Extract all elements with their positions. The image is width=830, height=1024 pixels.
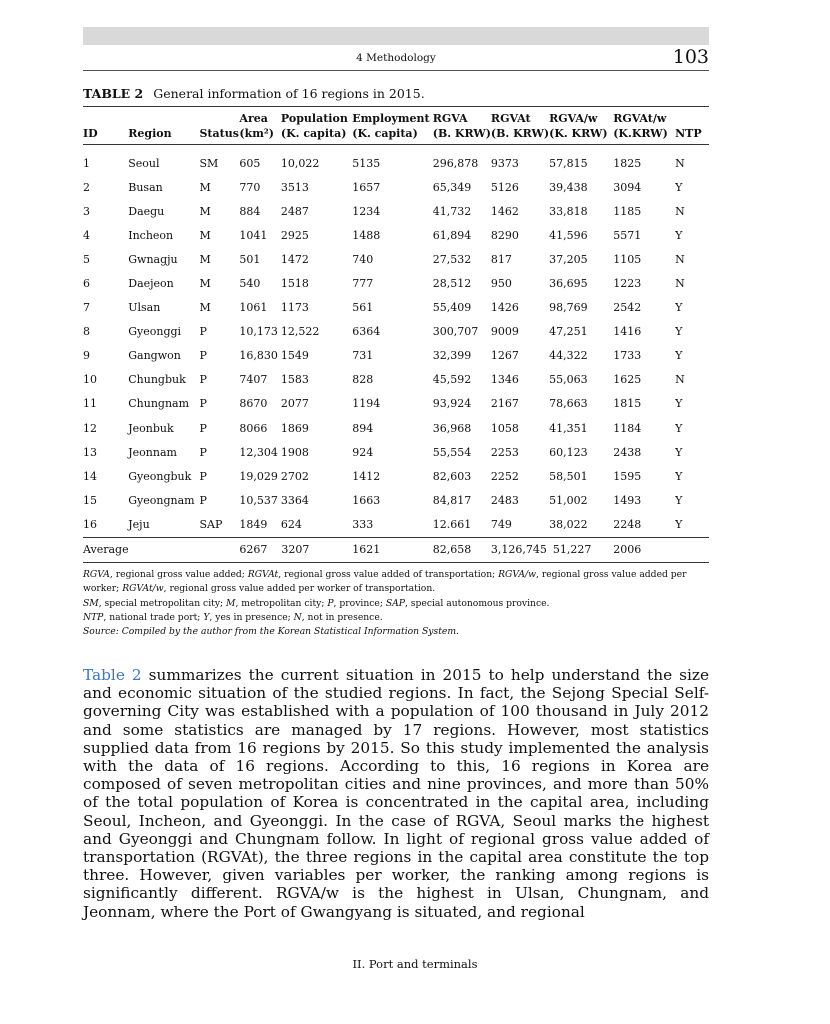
table-cell: M xyxy=(199,277,211,291)
table-cell: 1625 xyxy=(613,373,642,387)
table-cell: 1493 xyxy=(613,493,642,507)
table-cell: N xyxy=(675,156,685,170)
table-cell: 57,815 xyxy=(549,156,588,170)
table-cell: 1234 xyxy=(352,204,381,218)
table-cell: Y xyxy=(675,469,683,483)
table-cell: 12 xyxy=(83,421,97,435)
note-abbreviations-1: RGVA, regional gross value added; RGVAt, regional gross value added of transportation; RGVA/w, regional gross value added per worker; RGVAt/w, regional gross value added per worker of transportation. xyxy=(83,569,687,595)
table-cell: 2702 xyxy=(280,469,309,483)
table-cell: Daejeon xyxy=(128,277,174,291)
table-cell: 2167 xyxy=(490,397,519,411)
table-cell: 1815 xyxy=(613,397,642,411)
average-cell: 6267 3207 xyxy=(239,537,352,562)
average-row xyxy=(83,537,709,562)
table-cell: 2253 xyxy=(490,445,519,459)
table-cell: 47,251 xyxy=(549,325,588,339)
table-cell: 1869 xyxy=(280,421,309,435)
table-cell: Ulsan xyxy=(128,301,161,315)
table-cell: Seoul xyxy=(128,156,160,170)
table-cell: 1058 xyxy=(490,421,519,435)
table-row xyxy=(83,271,709,295)
table-cell: 10 xyxy=(83,373,97,387)
table-cell: 3513 xyxy=(280,180,309,194)
table-cell: 8670 xyxy=(239,397,268,411)
body-text: summarizes the current situation in 2015 to help understand the size and economic situation of the studied regions. In fact, the Sejong Special Self-governing City was established with a population of 100 thousand in July 2012 and some statistics are managed by 17 regions. However, most statistics supplied data from 16 regions by 2015. So this study implemented the analysis with the data of 16 regions. According to this, 16 regions in Korea are composed of seven metropolitan cities and nine provinces, and more than 50% of the total population of Korea is concentrated in the capital area, including Seoul, Incheon, and Gyeonggi. In the case of RGVA, Seoul marks the highest and Gyeonggi and Chungnam follow. In light of regional gross value added of transportation (RGVAt), the three regions in the capital area constitute the top three. However, given variables per worker, the ranking among regions is significantly different. RGVA/w is the highest in Ulsan, Chungnam, and Jeonnam, where the Port of Gwangyang is situated, and regional xyxy=(83,666,709,921)
table-cell: 8290 xyxy=(490,228,519,242)
header-bar xyxy=(83,27,709,45)
table-cell: P xyxy=(199,397,207,411)
table-cell: 5 xyxy=(83,252,90,266)
table-cell: 14 xyxy=(83,469,97,483)
table-row xyxy=(83,320,709,344)
table-cell: Daegu xyxy=(128,204,165,218)
table-cell: 731 xyxy=(352,349,374,363)
table-cell: M xyxy=(199,228,211,242)
table-cell: 1595 xyxy=(613,469,642,483)
header-population: Population (K. capita) xyxy=(280,112,348,140)
table-cell: 8 xyxy=(83,325,90,339)
table-cell: 6364 xyxy=(352,325,381,339)
table-cell: 770 xyxy=(239,180,261,194)
table-cell: 1194 xyxy=(352,397,381,411)
header-rgvat: RGVAt (B. KRW) xyxy=(490,112,550,140)
average-cell: 3,126,745 51,227 xyxy=(491,537,613,562)
table-cell: Y xyxy=(675,445,683,459)
table-cell: SM xyxy=(199,156,219,170)
table-cell: SAP xyxy=(199,517,223,531)
table-cell: N xyxy=(675,277,685,291)
table-cell: Y xyxy=(675,421,683,435)
table-cell: 9 xyxy=(83,349,90,363)
table-cell: Incheon xyxy=(128,228,174,242)
table-cell: P xyxy=(199,493,207,507)
table-cell: P xyxy=(199,349,207,363)
table-cell: 60,123 xyxy=(549,445,588,459)
table-cell: 2438 xyxy=(613,445,642,459)
table-cell: 82,603 xyxy=(432,469,472,483)
table-cell: 39,438 xyxy=(549,180,588,194)
table-cell: Y xyxy=(675,180,683,194)
table-row xyxy=(83,368,709,392)
table-cell: 32,399 xyxy=(432,349,472,363)
table-cell: 950 xyxy=(490,277,512,291)
header-employment: Employment (K. capita) xyxy=(352,112,430,140)
table-cell: Y xyxy=(675,228,683,242)
header-area: Area (km²) xyxy=(239,112,274,140)
table-cell: 1267 xyxy=(490,349,519,363)
table-cell: 1518 xyxy=(280,277,309,291)
table-cell: Gyeonggi xyxy=(128,325,182,339)
table-row xyxy=(83,296,709,320)
table-cell: 8066 xyxy=(239,421,268,435)
table-cell: 12,522 xyxy=(280,325,320,339)
table-cell: 2487 xyxy=(280,204,309,218)
average-cell: 82,658 xyxy=(433,537,491,562)
table-cell: 9009 xyxy=(490,325,519,339)
running-header xyxy=(83,48,709,71)
table-cell: 1412 xyxy=(352,469,381,483)
table-cell: 10,537 xyxy=(239,493,278,507)
table-cell: 3364 xyxy=(280,493,309,507)
average-label: Average xyxy=(83,537,239,562)
table-cell: 2925 xyxy=(280,228,309,242)
header-ntp: NTP xyxy=(675,127,702,140)
table-row xyxy=(83,392,709,416)
table-cell: 1105 xyxy=(613,252,642,266)
table-cell: Gangwon xyxy=(128,349,181,363)
average-cell: 2006 xyxy=(613,537,675,562)
table-cell: 2252 xyxy=(490,469,519,483)
table-cell: Y xyxy=(675,517,683,531)
header-rgva: RGVA (B. KRW) xyxy=(432,112,491,140)
table-cell: 16,830 xyxy=(239,349,278,363)
table-cell: 4 xyxy=(83,228,90,242)
table-row xyxy=(83,199,709,223)
table-cell: 828 xyxy=(352,373,374,387)
table-cell: 58,501 xyxy=(549,469,588,483)
table-cell: M xyxy=(199,204,211,218)
table-cell: P xyxy=(199,421,207,435)
table-cell: Jeonnam xyxy=(128,445,177,459)
table-cell: 1849 xyxy=(239,517,268,531)
table-cell: Gyeongbuk xyxy=(128,469,192,483)
table-cell: 2542 xyxy=(613,301,642,315)
table-cell: M xyxy=(199,301,211,315)
table-cell: 1346 xyxy=(490,373,519,387)
table-cell: P xyxy=(199,445,207,459)
table-cell: N xyxy=(675,252,685,266)
table-cell: 37,205 xyxy=(549,252,588,266)
header-region: Region xyxy=(128,127,172,140)
table-cell: N xyxy=(675,204,685,218)
table-caption-text: General information of 16 regions in 2015. xyxy=(153,86,425,101)
table-cell: 749 xyxy=(490,517,512,531)
table-label: TABLE 2 xyxy=(83,86,144,101)
table-cell: 1663 xyxy=(352,493,381,507)
regions-table xyxy=(83,106,709,563)
table-cell: 36,695 xyxy=(549,277,588,291)
table-reference-link[interactable]: Table 2 xyxy=(83,666,142,684)
table-cell: 41,351 xyxy=(549,421,588,435)
table-cell: 11 xyxy=(83,397,97,411)
note-abbreviations-2: SM, special metropolitan city; M, metropolitan city; P, province; SAP, special autonomous province. xyxy=(83,597,550,609)
table-cell: 1549 xyxy=(280,349,309,363)
table-cell: 27,532 xyxy=(432,252,472,266)
table-cell: 93,924 xyxy=(432,397,472,411)
table-cell: 1908 xyxy=(280,445,309,459)
table-cell: 333 xyxy=(352,517,374,531)
table-cell: Chungbuk xyxy=(128,373,186,387)
page-footer: II. Port and terminals xyxy=(352,957,478,971)
table-cell: 55,554 xyxy=(432,445,472,459)
table-cell: 2483 xyxy=(490,493,519,507)
table-cell: 1472 xyxy=(280,252,309,266)
table-cell: M xyxy=(199,252,211,266)
table-row xyxy=(83,512,709,537)
table-cell: 561 xyxy=(352,301,374,315)
table-cell: Busan xyxy=(128,180,163,194)
table-cell: 924 xyxy=(352,445,374,459)
header-id: ID xyxy=(83,127,98,140)
table-cell: 16 xyxy=(83,517,97,531)
table-cell: N xyxy=(675,373,685,387)
table-cell: 15 xyxy=(83,493,97,507)
table-cell: 1825 xyxy=(613,156,642,170)
table-cell: 55,063 xyxy=(549,373,588,387)
table-cell: Gwnagju xyxy=(128,252,178,266)
table-cell: 5126 xyxy=(490,180,519,194)
table-cell: 2248 xyxy=(613,517,642,531)
table-cell: 1583 xyxy=(280,373,309,387)
table-cell: 51,002 xyxy=(549,493,588,507)
table-cell: 1657 xyxy=(352,180,381,194)
table-cell: 1426 xyxy=(490,301,519,315)
table-row xyxy=(83,464,709,488)
table-row xyxy=(83,344,709,368)
table-cell: 41,596 xyxy=(549,228,588,242)
header-rgvaw: RGVA/w (K. KRW) xyxy=(549,112,608,140)
average-cell: 1621 xyxy=(352,537,433,562)
table-cell: 605 xyxy=(239,156,261,170)
table-cell: 817 xyxy=(490,252,512,266)
table-cell: 78,663 xyxy=(549,397,588,411)
table-row xyxy=(83,488,709,512)
table-cell: 1 xyxy=(83,156,90,170)
table-cell: Gyeongnam xyxy=(128,493,195,507)
table-cell: 1185 xyxy=(613,204,642,218)
header-status: Status xyxy=(199,127,239,140)
table-row xyxy=(83,145,709,176)
table-cell: 10,022 xyxy=(280,156,320,170)
table-cell: 1733 xyxy=(613,349,642,363)
table-cell: 19,029 xyxy=(239,469,278,483)
header-rgvatw: RGVAt/w (K.KRW) xyxy=(613,112,668,140)
table-cell: 9373 xyxy=(490,156,519,170)
table-cell: Y xyxy=(675,325,683,339)
table-cell: 777 xyxy=(352,277,374,291)
table-cell: 3094 xyxy=(613,180,642,194)
table-cell: 98,769 xyxy=(549,301,588,315)
table-cell: 2077 xyxy=(280,397,309,411)
table-cell: P xyxy=(199,373,207,387)
table-cell: Y xyxy=(675,349,683,363)
table-cell: Jeju xyxy=(128,517,150,531)
table-cell: 624 xyxy=(280,517,302,531)
table-cell: 1223 xyxy=(613,277,642,291)
table-row xyxy=(83,247,709,271)
table-cell: 12.661 xyxy=(432,517,472,531)
table-cell: 45,592 xyxy=(432,373,472,387)
table-cell: 1184 xyxy=(613,421,642,435)
table-cell: 296,878 xyxy=(432,156,479,170)
table-cell: 7 xyxy=(83,301,90,315)
table-cell: 501 xyxy=(239,252,261,266)
table-header-row xyxy=(83,107,709,145)
table-cell: Jeonbuk xyxy=(128,421,174,435)
table-cell: 7407 xyxy=(239,373,268,387)
table-cell: 5571 xyxy=(613,228,642,242)
page-number: 103 xyxy=(672,46,709,68)
table-cell: Chungnam xyxy=(128,397,190,411)
table-row xyxy=(83,416,709,440)
table-row xyxy=(83,440,709,464)
table-cell: Y xyxy=(675,301,683,315)
table-row xyxy=(83,223,709,247)
table-cell: 2 xyxy=(83,180,90,194)
table-cell: 33,818 xyxy=(549,204,588,218)
table-cell: P xyxy=(199,325,207,339)
table-cell: 894 xyxy=(352,421,374,435)
table-cell: 300,707 xyxy=(432,325,479,339)
table-cell: 13 xyxy=(83,445,97,459)
table-cell: 740 xyxy=(352,252,374,266)
section-title: 4 Methodology xyxy=(356,52,436,64)
table-cell: 12,304 xyxy=(239,445,278,459)
table-cell: 1041 xyxy=(239,228,268,242)
table-cell: 38,022 xyxy=(549,517,588,531)
table-caption xyxy=(83,86,425,101)
table-cell: Y xyxy=(675,493,683,507)
table-cell: 1173 xyxy=(280,301,309,315)
table-cell: M xyxy=(199,180,211,194)
table-cell: Y xyxy=(675,397,683,411)
table-cell: 884 xyxy=(239,204,261,218)
table-cell: 1416 xyxy=(613,325,642,339)
table-cell: 55,409 xyxy=(432,301,472,315)
table-cell: 65,349 xyxy=(432,180,472,194)
table-cell: 61,894 xyxy=(432,228,472,242)
note-source: Source: Compiled by the author from the Korean Statistical Information System. xyxy=(83,626,459,638)
table-cell: 1061 xyxy=(239,301,268,315)
table-cell: 5135 xyxy=(352,156,381,170)
table-cell: 6 xyxy=(83,277,90,291)
table-notes xyxy=(83,568,709,639)
table-cell: 1462 xyxy=(490,204,519,218)
table-cell: 3 xyxy=(83,204,90,218)
note-abbreviations-3: NTP, national trade port; Y, yes in presence; N, not in presence. xyxy=(83,611,383,623)
table-cell: 28,512 xyxy=(432,277,472,291)
table-cell: P xyxy=(199,469,207,483)
table-row xyxy=(83,175,709,199)
table-cell: 540 xyxy=(239,277,261,291)
table-cell: 84,817 xyxy=(432,493,472,507)
body-paragraph xyxy=(83,666,709,921)
table-cell: 1488 xyxy=(352,228,381,242)
table-cell: 10,173 xyxy=(239,325,278,339)
table-cell: 44,322 xyxy=(549,349,588,363)
table-cell: 41,732 xyxy=(432,204,472,218)
table-cell: 36,968 xyxy=(432,421,472,435)
